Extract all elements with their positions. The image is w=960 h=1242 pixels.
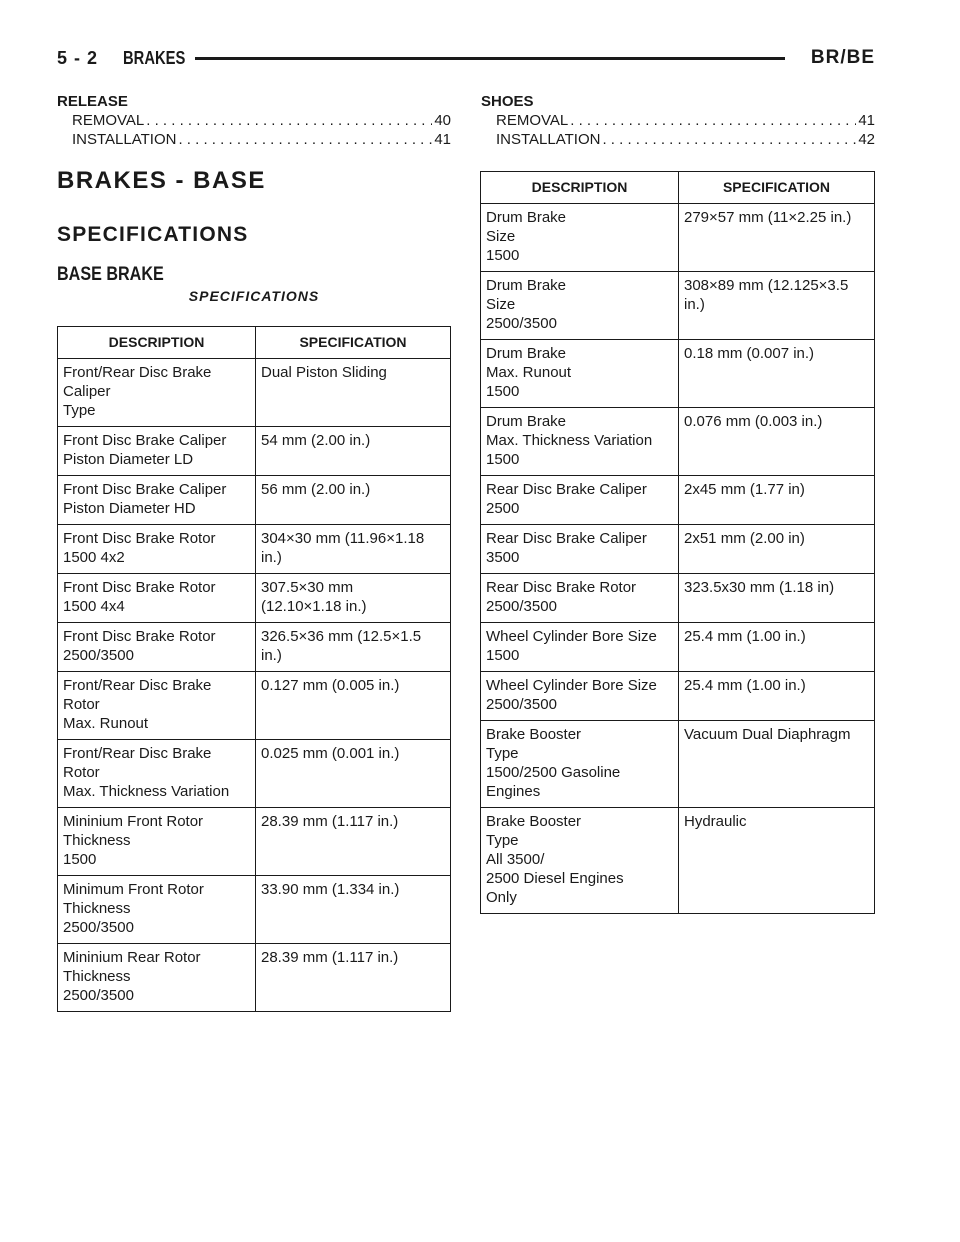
- spec-table-left: [57, 326, 451, 1012]
- toc-page: 41: [858, 112, 875, 129]
- specification-cell: [679, 204, 875, 272]
- description-line: Rear Disc Brake Rotor: [486, 579, 637, 596]
- description-cell: [58, 672, 256, 740]
- description-line: Size: [486, 228, 516, 245]
- specification-line: in.): [684, 296, 705, 313]
- toc-label: INSTALLATION: [496, 131, 601, 148]
- description-line: Front/Rear Disc Brake: [63, 677, 212, 694]
- table-caption: SPECIFICATIONS: [188, 288, 320, 304]
- table-row: [481, 574, 875, 623]
- leader-dots: [178, 130, 432, 149]
- description-line: Brake Booster: [486, 813, 582, 830]
- table-header-row: [58, 327, 451, 359]
- description-cell: [58, 623, 256, 672]
- table-header-row: [481, 172, 875, 204]
- subsection-heading: BASE BRAKE: [57, 264, 164, 285]
- description-line: 1500 4x2: [63, 549, 125, 566]
- description-line: Piston Diameter LD: [63, 451, 194, 468]
- specification-cell: [256, 574, 451, 623]
- description-line: Type: [486, 832, 519, 849]
- description-line: 1500 4x4: [63, 598, 125, 615]
- specification-cell: [256, 740, 451, 808]
- specification-line: Dual Piston Sliding: [261, 364, 387, 381]
- description-cell: [481, 204, 679, 272]
- specification-line: (12.10×1.18 in.): [261, 598, 367, 615]
- specification-line: in.): [261, 647, 282, 664]
- specification-cell: [679, 408, 875, 476]
- description-cell: [58, 740, 256, 808]
- specification-line: Hydraulic: [684, 813, 747, 830]
- toc-entry[interactable]: [481, 111, 875, 130]
- table-row: [481, 204, 875, 272]
- description-line: 1500: [486, 247, 520, 264]
- toc-page: 42: [858, 131, 875, 148]
- leader-dots: [602, 130, 856, 149]
- table-row: [58, 808, 451, 876]
- description-cell: [481, 525, 679, 574]
- specification-line: 279×57 mm (11×2.25 in.): [684, 209, 852, 226]
- description-line: Front Disc Brake Caliper: [63, 432, 227, 449]
- description-line: 1500: [486, 647, 520, 664]
- description-line: Drum Brake: [486, 277, 567, 294]
- specification-cell: [256, 525, 451, 574]
- table-row: [481, 408, 875, 476]
- table-row: [481, 476, 875, 525]
- description-line: Rear Disc Brake Caliper: [486, 481, 647, 498]
- specification-cell: [256, 427, 451, 476]
- specification-line: 25.4 mm (1.00 in.): [684, 628, 806, 645]
- toc-title: RELEASE: [57, 93, 128, 110]
- table-row: [58, 740, 451, 808]
- description-line: Brake Booster: [486, 726, 582, 743]
- description-line: 1500: [63, 851, 97, 868]
- table-row: [481, 272, 875, 340]
- description-cell: [58, 574, 256, 623]
- description-cell: [58, 944, 256, 1012]
- spec-table-right: [480, 171, 875, 914]
- specification-line: 0.127 mm (0.005 in.): [261, 677, 400, 694]
- description-line: Drum Brake: [486, 345, 567, 362]
- description-line: Thickness: [63, 832, 131, 849]
- table-row: [58, 944, 451, 1012]
- specification-cell: [679, 623, 875, 672]
- toc-label: REMOVAL: [496, 112, 569, 129]
- description-line: Rotor: [63, 696, 100, 713]
- description-cell: [481, 408, 679, 476]
- description-line: Front Disc Brake Caliper: [63, 481, 227, 498]
- page-number: 5 - 2: [57, 48, 99, 68]
- description-line: Only: [486, 889, 517, 906]
- specification-cell: [679, 272, 875, 340]
- page-header: [57, 46, 875, 72]
- section-heading: SPECIFICATIONS: [57, 223, 249, 246]
- specification-cell: [679, 574, 875, 623]
- description-line: 2500/3500: [63, 987, 134, 1004]
- description-line: Wheel Cylinder Bore Size: [486, 628, 657, 645]
- table-row: [481, 672, 875, 721]
- description-line: Drum Brake: [486, 209, 567, 226]
- description-line: Max. Thickness Variation: [486, 432, 653, 449]
- description-line: Max. Thickness Variation: [63, 783, 230, 800]
- table-row: [58, 623, 451, 672]
- specification-cell: [256, 672, 451, 740]
- model-code: BR/BE: [810, 47, 875, 68]
- specification-cell: [256, 876, 451, 944]
- description-line: 1500/2500 Gasoline: [486, 764, 621, 781]
- column-header-specification: SPECIFICATION: [256, 327, 451, 359]
- description-cell: [481, 721, 679, 808]
- table-row: [58, 876, 451, 944]
- toc-label: INSTALLATION: [72, 131, 177, 148]
- specification-line: 28.39 mm (1.117 in.): [261, 813, 399, 830]
- table-row: [58, 672, 451, 740]
- description-line: 1500: [486, 451, 520, 468]
- description-line: Wheel Cylinder Bore Size: [486, 677, 657, 694]
- description-line: Rotor: [63, 764, 100, 781]
- toc-release: [57, 92, 451, 149]
- specification-line: 33.90 mm (1.334 in.): [261, 881, 400, 898]
- description-line: Minimum Front Rotor: [63, 881, 204, 898]
- table-row: [481, 808, 875, 914]
- specification-line: 323.5x30 mm (1.18 in): [684, 579, 835, 596]
- description-line: 2500 Diesel Engines: [486, 870, 624, 887]
- specification-line: 307.5×30 mm: [261, 579, 354, 596]
- description-line: Front/Rear Disc Brake: [63, 745, 212, 762]
- description-line: Piston Diameter HD: [63, 500, 196, 517]
- description-line: 2500/3500: [486, 315, 557, 332]
- description-line: Thickness: [63, 900, 131, 917]
- specification-line: 56 mm (2.00 in.): [261, 481, 371, 498]
- specification-cell: [679, 476, 875, 525]
- description-line: All 3500/: [486, 851, 545, 868]
- description-cell: [58, 427, 256, 476]
- toc-entry[interactable]: [57, 111, 451, 130]
- description-cell: [481, 574, 679, 623]
- description-line: 2500/3500: [63, 919, 134, 936]
- header-rule: [195, 57, 785, 60]
- description-cell: [481, 272, 679, 340]
- specification-cell: [256, 944, 451, 1012]
- description-line: Max. Runout: [486, 364, 572, 381]
- description-cell: [481, 623, 679, 672]
- description-line: Type: [63, 402, 96, 419]
- chapter-heading: BRAKES - BASE: [57, 167, 266, 194]
- toc-label: REMOVAL: [72, 112, 145, 129]
- specification-cell: [679, 672, 875, 721]
- specification-cell: [679, 721, 875, 808]
- description-line: Front Disc Brake Rotor: [63, 530, 216, 547]
- specification-cell: [256, 623, 451, 672]
- specification-line: 2x51 mm (2.00 in): [684, 530, 805, 547]
- description-line: 2500/3500: [486, 598, 557, 615]
- description-line: Drum Brake: [486, 413, 567, 430]
- toc-entry[interactable]: [57, 130, 451, 149]
- table-row: [58, 359, 451, 427]
- table-row: [58, 427, 451, 476]
- specification-line: 0.076 mm (0.003 in.): [684, 413, 823, 430]
- specification-cell: [679, 808, 875, 914]
- description-line: Caliper: [63, 383, 111, 400]
- description-line: Max. Runout: [63, 715, 149, 732]
- toc-title: SHOES: [481, 93, 534, 110]
- description-cell: [481, 340, 679, 408]
- description-line: 3500: [486, 549, 520, 566]
- leader-dots: [146, 111, 432, 130]
- description-line: Mininium Front Rotor: [63, 813, 204, 830]
- table-row: [58, 476, 451, 525]
- description-cell: [58, 876, 256, 944]
- leader-dots: [570, 111, 856, 130]
- column-header-description: DESCRIPTION: [481, 172, 679, 204]
- specification-line: Vacuum Dual Diaphragm: [684, 726, 851, 743]
- description-cell: [58, 808, 256, 876]
- specification-line: 326.5×36 mm (12.5×1.5: [261, 628, 422, 645]
- specification-line: 308×89 mm (12.125×3.5: [684, 277, 849, 294]
- table-row: [481, 525, 875, 574]
- table-row: [58, 525, 451, 574]
- toc-page: 41: [434, 131, 451, 148]
- description-cell: [481, 808, 679, 914]
- toc-shoes: [481, 92, 875, 149]
- specification-line: 0.18 mm (0.007 in.): [684, 345, 815, 362]
- specification-cell: [256, 808, 451, 876]
- specification-cell: [679, 340, 875, 408]
- specification-cell: [256, 476, 451, 525]
- description-line: Front/Rear Disc Brake: [63, 364, 212, 381]
- specification-line: 25.4 mm (1.00 in.): [684, 677, 806, 694]
- description-line: Front Disc Brake Rotor: [63, 628, 216, 645]
- description-cell: [58, 359, 256, 427]
- description-line: 1500: [486, 383, 520, 400]
- description-line: 2500/3500: [486, 696, 557, 713]
- toc-entry[interactable]: [481, 130, 875, 149]
- specification-line: 28.39 mm (1.117 in.): [261, 949, 399, 966]
- column-header-specification: SPECIFICATION: [679, 172, 875, 204]
- table-row: [481, 623, 875, 672]
- description-line: Size: [486, 296, 516, 313]
- description-cell: [58, 525, 256, 574]
- table-row: [58, 574, 451, 623]
- description-cell: [58, 476, 256, 525]
- description-line: Rear Disc Brake Caliper: [486, 530, 647, 547]
- specification-line: 54 mm (2.00 in.): [261, 432, 371, 449]
- description-line: Mininium Rear Rotor: [63, 949, 201, 966]
- description-line: Engines: [486, 783, 541, 800]
- description-line: 2500: [486, 500, 520, 517]
- specification-cell: [256, 359, 451, 427]
- description-cell: [481, 672, 679, 721]
- description-line: Thickness: [63, 968, 131, 985]
- description-line: Type: [486, 745, 519, 762]
- section-title: BRAKES: [123, 48, 186, 68]
- column-header-description: DESCRIPTION: [58, 327, 256, 359]
- specification-line: 2x45 mm (1.77 in): [684, 481, 805, 498]
- toc-page: 40: [434, 112, 451, 129]
- description-line: 2500/3500: [63, 647, 134, 664]
- specification-line: in.): [261, 549, 282, 566]
- specification-line: 304×30 mm (11.96×1.18: [261, 530, 425, 547]
- table-row: [481, 340, 875, 408]
- description-line: Front Disc Brake Rotor: [63, 579, 216, 596]
- specification-cell: [679, 525, 875, 574]
- specification-line: 0.025 mm (0.001 in.): [261, 745, 400, 762]
- table-row: [481, 721, 875, 808]
- description-cell: [481, 476, 679, 525]
